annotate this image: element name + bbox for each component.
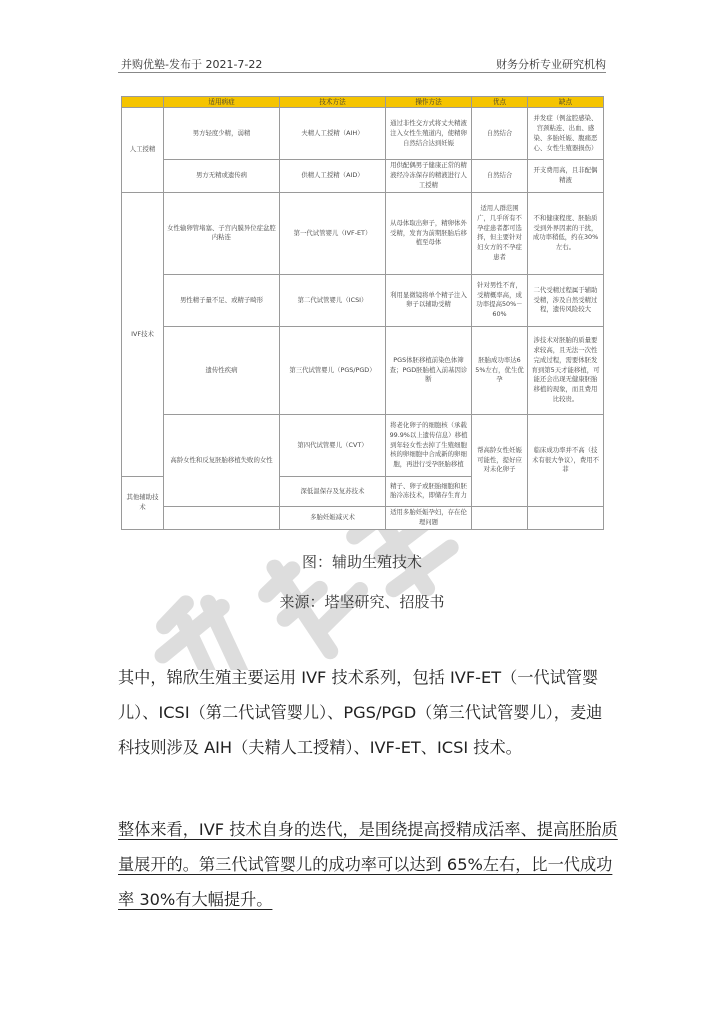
group-cell-ai: 人工授精 xyxy=(122,108,164,193)
header-rule xyxy=(118,72,606,73)
cell-cvt-cons: 临床成功率并不高（技术有很大争议），费用不菲 xyxy=(528,414,604,506)
cell-ivfet-indication: 女性输卵管堵塞、子宫内膜异位症盆腔内粘连 xyxy=(164,192,280,274)
cell-cryo-operation: 精子、卵子或胚胎细胞和胚胎冷冻技术，即储存生育力 xyxy=(386,476,472,506)
table-row xyxy=(122,160,604,193)
header-cell-pros: 优点 xyxy=(472,97,528,108)
cell-aid-indication: 男方无精或遗传病 xyxy=(164,160,280,193)
table-header-row xyxy=(122,97,604,108)
table-row xyxy=(122,192,604,274)
table-row xyxy=(122,108,604,160)
figure-caption: 图：辅助生殖技术 xyxy=(301,553,422,571)
header-cell-method: 技术方法 xyxy=(280,97,386,108)
header-source-date: 并购优塾-发布于 2021-7-22 xyxy=(121,58,263,71)
cell-aid-cons: 开支费用高，且非配偶精液 xyxy=(528,160,604,193)
group-cell-ivf: IVF技术 xyxy=(122,192,164,476)
cell-icsi-method: 第二代试管婴儿（ICSI） xyxy=(280,274,386,326)
assisted-reproduction-table xyxy=(121,96,604,530)
cell-cvt-indication: 高龄女性和反复胚胎移植失败的女性 xyxy=(164,414,280,506)
cell-ivfet-operation: 从母体取出卵子，精卵体外受精，发育为前期胚胎后移植至母体 xyxy=(386,192,472,274)
cell-cvt-method: 第四代试管婴儿（CVT） xyxy=(280,414,386,476)
cell-icsi-operation: 利用显微镜将单个精子注入卵子以辅助受精 xyxy=(386,274,472,326)
cell-reduce-method: 多胎妊娠减灭术 xyxy=(280,506,386,529)
figure-source: 来源：塔坚研究、招股书 xyxy=(279,593,445,611)
paragraph-ivf-iteration-text: 整体来看，IVF 技术自身的迭代，是围绕提高授精成活率、提高胚胎质量展开的。第三代试管婴儿的成功率可以达到 65%左右，比一代成功率 30%有大幅提升。 xyxy=(118,820,618,909)
cell-ivfet-pros: 适用人群范围广，几乎所有不孕症患者都可选择，但主要针对妇女方的不孕症患者 xyxy=(472,192,528,274)
cell-cvt-operation: 将老化卵子的细胞核（承载99.9%以上遗传信息）移植到年轻女性去掉了生殖细胞核的卵细胞中合成新的卵细胞，再进行受孕胚胎移植 xyxy=(386,414,472,476)
header-cell-cons: 缺点 xyxy=(528,97,604,108)
table-row xyxy=(122,274,604,326)
cell-aih-indication: 男方轻度少精，弱精 xyxy=(164,108,280,160)
cell-pgs-method: 第三代试管婴儿（PGS/PGD） xyxy=(280,326,386,414)
cell-cryo-method: 深低温保存及复苏技术 xyxy=(280,476,386,506)
cell-aih-cons: 并发症（例盆腔感染、宫颈粘连、出血、感染、多胎妊娠、腹痛恶心、女性生殖器损伤） xyxy=(528,108,604,160)
header-cell-category xyxy=(122,97,164,108)
cell-reduce-indication xyxy=(164,506,280,529)
cell-reduce-pros xyxy=(472,506,528,529)
group-cell-other: 其他辅助技术 xyxy=(122,476,164,529)
header-cell-indication: 适用病症 xyxy=(164,97,280,108)
cell-aih-method: 夫精人工授精（AIH） xyxy=(280,108,386,160)
table-row xyxy=(122,414,604,476)
table-row xyxy=(122,506,604,529)
cell-reduce-cons xyxy=(528,506,604,529)
table-row xyxy=(122,326,604,414)
cell-aih-pros: 自然结合 xyxy=(472,108,528,160)
cell-cvt-pros: 帮高龄女性妊娠可能性，提好应对未化卵子 xyxy=(472,414,528,506)
cell-pgs-cons: 涉技术对胚胎的质量要求较高，且无法一次性完成过程，需要体胚发育到第5天才能移植，可能还会出现无健康胚胎移植的现象，而且费用比较贵。 xyxy=(528,326,604,414)
paragraph-ivf-usage: 其中，锦欣生殖主要运用 IVF 技术系列，包括 IVF-ET（一代试管婴儿）、ICSI（第二代试管婴儿）、PGS/PGD（第三代试管婴儿），麦迪科技则涉及 AIH（夫精人工授精）、IVF-ET、ICSI 技术。 xyxy=(118,668,603,757)
cell-icsi-indication: 男性精子量不足、或精子畸形 xyxy=(164,274,280,326)
cell-aid-pros: 自然结合 xyxy=(472,160,528,193)
header-cell-operation: 操作方法 xyxy=(386,97,472,108)
header-org-name: 财务分析专业研究机构 xyxy=(496,58,606,71)
paragraph-ivf-iteration xyxy=(118,812,618,917)
cell-icsi-cons: 二代受精过程属于辅助受精，涉及自然受精过程，遗传风险较大 xyxy=(528,274,604,326)
cell-pgs-operation: PGS体胚移植前染色体筛查；PGD胚胎植入前基因诊断 xyxy=(386,326,472,414)
cell-reduce-operation: 适用多胎妊娠孕妇，存在伦理问题 xyxy=(386,506,472,529)
cell-icsi-pros: 针对男性不育，受精概率高，成功率提高50%－60% xyxy=(472,274,528,326)
cell-aid-operation: 用供配偶男子健康正常的精液经冷冻保存的精液进行人工授精 xyxy=(386,160,472,193)
cell-pgs-pros: 胚胎成功率达65%左右，优生优孕 xyxy=(472,326,528,414)
cell-aid-method: 供精人工授精（AID） xyxy=(280,160,386,193)
cell-ivfet-method: 第一代试管婴儿（IVF-ET） xyxy=(280,192,386,274)
cell-aih-operation: 通过非性交方式将丈夫精液注入女性生殖道内，使精卵自然结合达到妊娠 xyxy=(386,108,472,160)
cell-pgs-indication: 遗传性疾病 xyxy=(164,326,280,414)
cell-ivfet-cons: 不和健康程度、胚胎质受到外界因素的干扰，成功率稍低，约在30%左右。 xyxy=(528,192,604,274)
